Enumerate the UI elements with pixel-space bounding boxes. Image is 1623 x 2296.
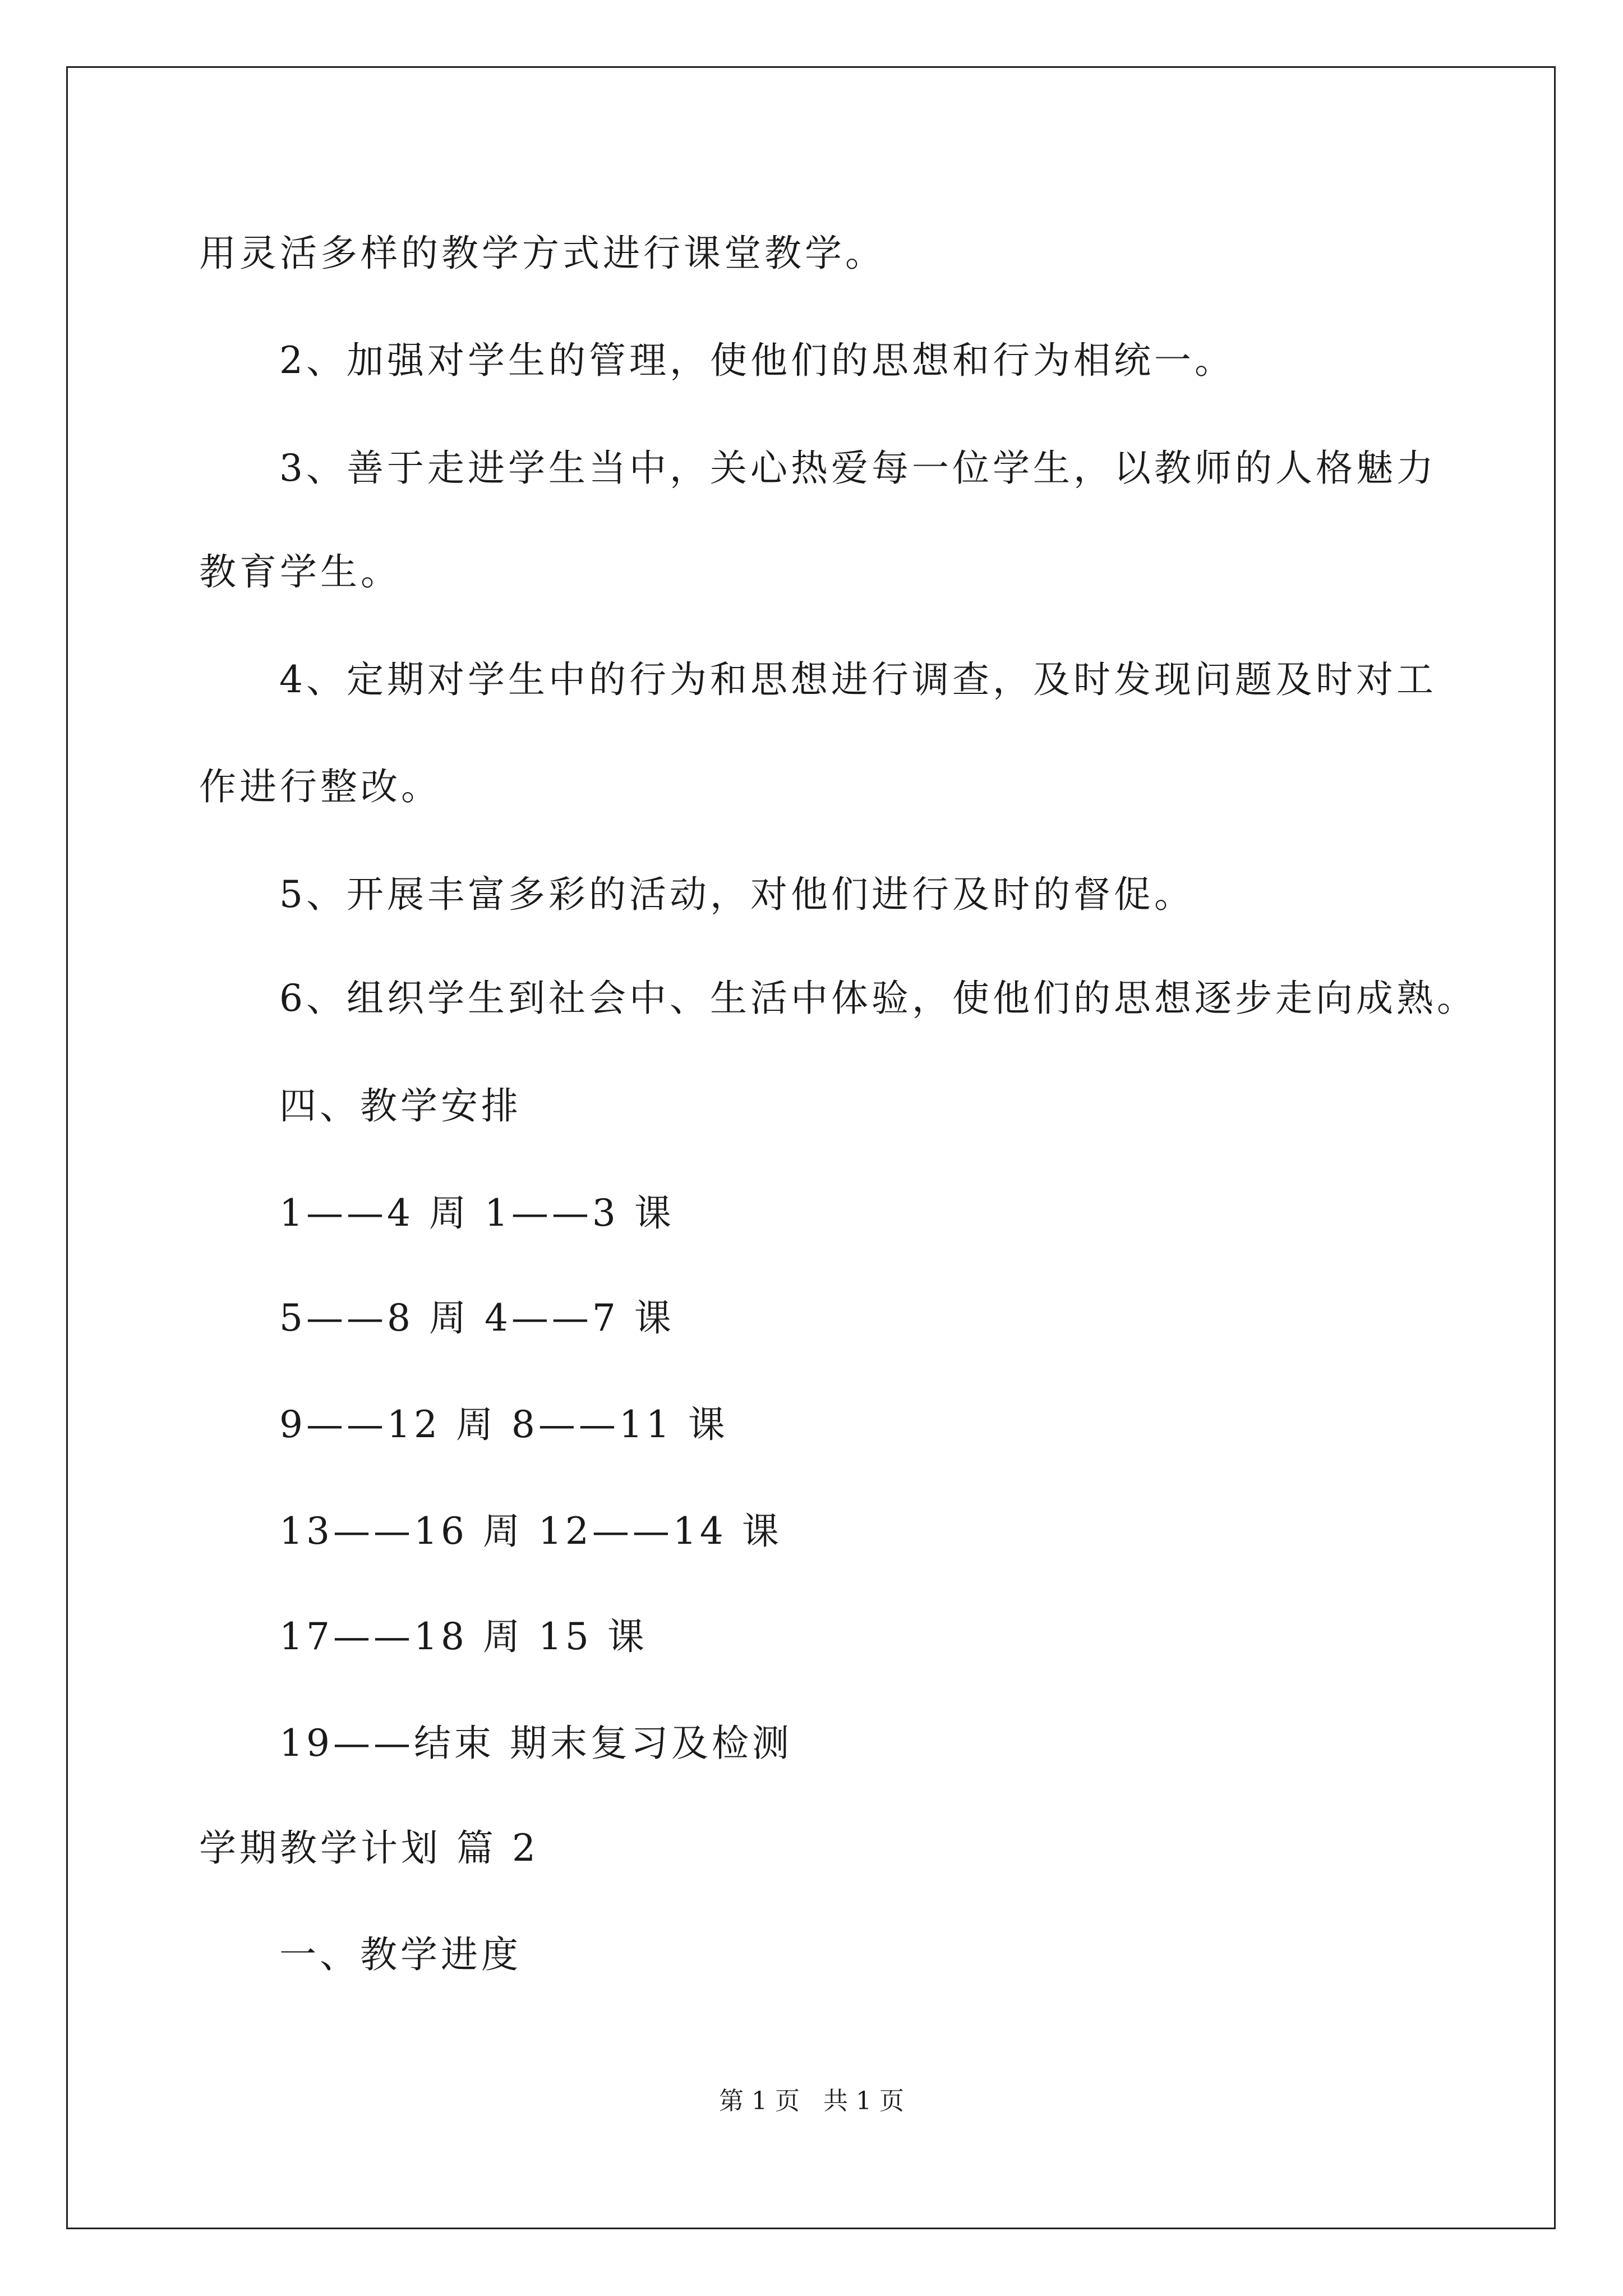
body-text-line: 作进行整改。 bbox=[199, 765, 441, 808]
body-text-line: 3、善于走进学生当中，关心热爱每一位学生，以教师的人格魅力 bbox=[279, 447, 1437, 490]
schedule-row: 5——8 周 4——7 课 bbox=[279, 1296, 675, 1340]
page-number: 第 1 页 bbox=[719, 2087, 800, 2115]
schedule-row: 1——4 周 1——3 课 bbox=[279, 1191, 675, 1235]
schedule-row: 9——12 周 8——11 课 bbox=[279, 1403, 728, 1446]
body-text-line: 5、开展丰富多彩的活动，对他们进行及时的督促。 bbox=[279, 873, 1195, 916]
section-heading: 四、教学安排 bbox=[279, 1084, 522, 1128]
schedule-row: 19——结束 期末复习及检测 bbox=[279, 1722, 792, 1765]
page-frame bbox=[66, 66, 1556, 2229]
schedule-row: 13——16 周 12——14 课 bbox=[279, 1510, 782, 1553]
section-heading: 一、教学进度 bbox=[279, 1933, 522, 1976]
body-text-line: 6、组织学生到社会中、生活中体验，使他们的思想逐步走向成熟。 bbox=[279, 977, 1477, 1020]
page-footer bbox=[0, 2086, 1623, 2117]
body-text-line: 教育学生。 bbox=[199, 550, 401, 593]
section-title: 学期教学计划 篇 2 bbox=[199, 1826, 539, 1870]
body-text-line: 4、定期对学生中的行为和思想进行调查，及时发现问题及时对工 bbox=[279, 658, 1437, 701]
page-total: 共 1 页 bbox=[823, 2087, 904, 2115]
body-text-line: 2、加强对学生的管理，使他们的思想和行为相统一。 bbox=[279, 339, 1235, 382]
body-text-line: 用灵活多样的教学方式进行课堂教学。 bbox=[199, 232, 886, 275]
schedule-row: 17——18 周 15 课 bbox=[279, 1615, 648, 1658]
